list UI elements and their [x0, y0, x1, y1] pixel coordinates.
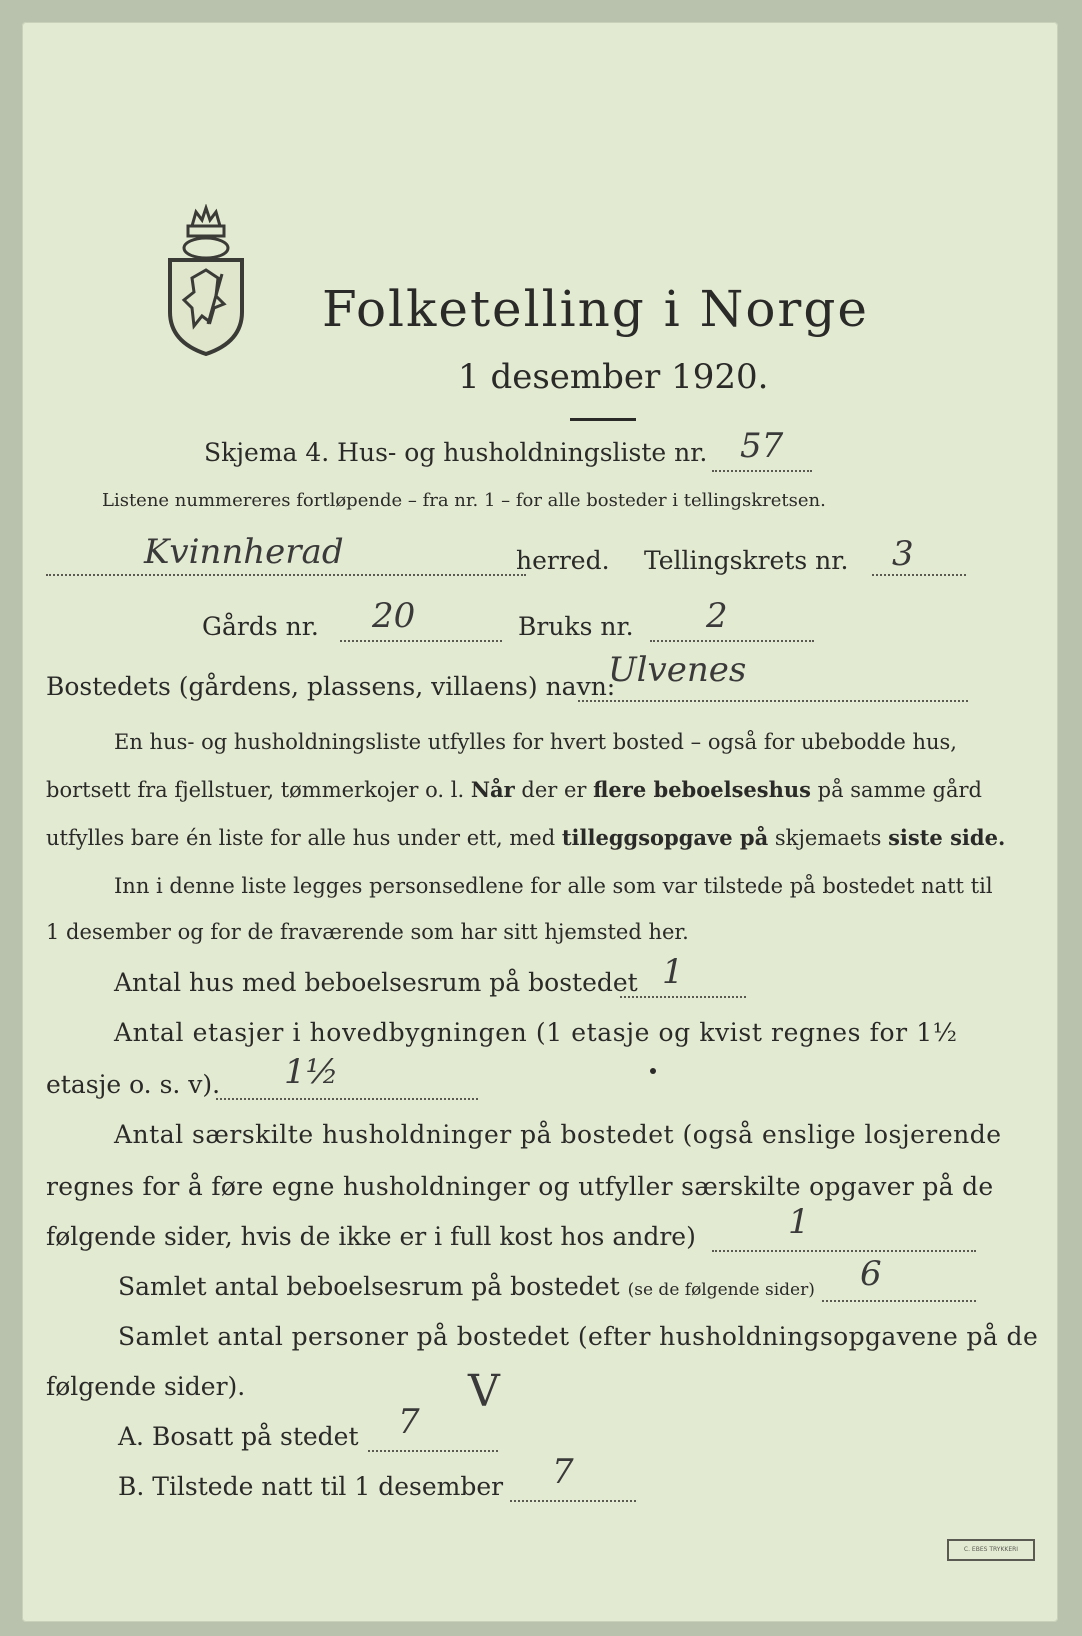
krets-value: 3	[892, 534, 914, 574]
hush-line-3: følgende sider, hvis de ikke er i full kost hos andre)	[46, 1222, 696, 1251]
rum-line	[822, 1300, 976, 1302]
bruks-value: 2	[706, 596, 728, 636]
list-number-value: 57	[740, 426, 784, 466]
instruction-line-1: En hus- og husholdningsliste utfylles for hvert bosted – også for ubebodde hus,	[114, 730, 957, 754]
instruction-bold: siste side.	[888, 825, 1006, 850]
instruction-text: bortsett fra fjellstuer, tømmerkojer o. l.	[46, 778, 465, 802]
etasjer-line	[216, 1098, 478, 1100]
tilstede-line	[510, 1500, 636, 1502]
gards-label: Gårds nr.	[202, 612, 319, 641]
hush-line-1: Antal særskilte husholdninger på bostedet (også enslige losjerende	[114, 1120, 1002, 1149]
coat-of-arms-icon	[162, 204, 246, 356]
instruction-bold: flere beboelseshus	[593, 777, 811, 802]
gards-line	[340, 640, 502, 642]
schema-note: Listene nummereres fortløpende – fra nr. 1 – for alle bosteder i tellingskretsen.	[102, 490, 826, 511]
form-title: Folketelling i Norge	[322, 280, 869, 338]
hus-value: 1	[662, 952, 684, 992]
tilstede-value: 7	[552, 1452, 574, 1492]
etasjer-line-2: etasje o. s. v).	[46, 1070, 221, 1099]
bosatt-value: 7	[398, 1402, 420, 1442]
krets-line	[872, 574, 966, 576]
pers-line-2: følgende sider).	[46, 1372, 246, 1401]
instruction-bold: tilleggsopgave på	[561, 825, 769, 850]
instruction-text: der er	[521, 778, 587, 802]
pers-line-1: Samlet antal personer på bostedet (efter husholdningsopgavene på de	[118, 1322, 1039, 1351]
schema-label: Skjema 4. Hus- og husholdningsliste nr.	[204, 438, 708, 467]
instruction-line-2	[46, 766, 982, 814]
pers-check-mark: V	[468, 1366, 500, 1417]
rum-label-text: Samlet antal beboelsesrum på bostedet	[118, 1272, 620, 1301]
instruction-line-4: Inn i denne liste legges personsedlene for alle som var tilstede på bostedet natt til	[114, 874, 993, 898]
herred-line	[46, 574, 526, 576]
form-date: 1 desember 1920.	[458, 357, 769, 397]
instruction-bold: Når	[470, 777, 515, 802]
tilstede-label: B. Tilstede natt til 1 desember	[118, 1472, 504, 1501]
herred-value: Kvinnherad	[144, 532, 344, 572]
instruction-line-3	[46, 814, 1005, 862]
census-form-page	[22, 22, 1058, 1622]
printer-mark: C. EBES TRYKKERI	[947, 1539, 1035, 1561]
list-number-line	[712, 470, 812, 472]
rum-note: (se de følgende sider)	[627, 1280, 815, 1300]
hus-label: Antal hus med beboelsesrum på bostedet	[114, 968, 638, 997]
instruction-line-5: 1 desember og for de fraværende som har sitt hjemsted her.	[46, 920, 689, 944]
bosted-line	[578, 700, 968, 702]
hus-line	[620, 996, 746, 998]
bosted-value: Ulvenes	[608, 650, 747, 690]
rum-value: 6	[860, 1254, 882, 1294]
hush-value: 1	[788, 1202, 810, 1242]
gards-value: 20	[372, 596, 416, 636]
bosatt-line	[368, 1450, 498, 1452]
herred-label: herred.	[516, 546, 610, 575]
hush-line-2: regnes for å føre egne husholdninger og utfyller særskilte opgaver på de	[46, 1172, 994, 1201]
etasjer-line-1: Antal etasjer i hovedbygningen (1 etasje og kvist regnes for 1½	[114, 1018, 958, 1047]
bosatt-label: A. Bosatt på stedet	[118, 1422, 359, 1451]
rum-label	[118, 1272, 815, 1301]
etasjer-value: 1½	[284, 1052, 339, 1092]
krets-label: Tellingskrets nr.	[644, 546, 849, 575]
instruction-text: på samme gård	[817, 778, 982, 802]
ink-dot	[650, 1068, 656, 1074]
hush-line	[712, 1250, 976, 1252]
bruks-label: Bruks nr.	[518, 612, 634, 641]
bosted-label: Bostedets (gårdens, plassens, villaens) navn:	[46, 672, 616, 701]
bruks-line	[650, 640, 814, 642]
instruction-text: skjemaets	[774, 826, 882, 850]
title-divider	[570, 418, 636, 421]
instruction-text: utfylles bare én liste for alle hus under ett, med	[46, 826, 556, 850]
